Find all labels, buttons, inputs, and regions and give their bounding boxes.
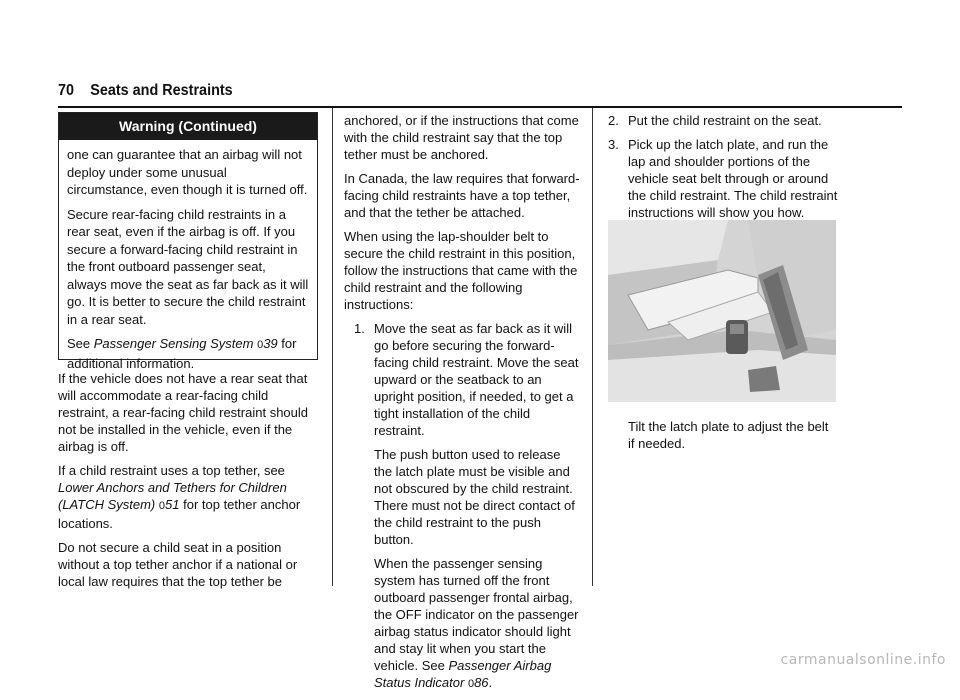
warning-text-3: See Passenger Sensing System 039 for additional information. [67,336,297,371]
step1-paragraph-3: When the passenger sensing system has turned off the front outboard passenger frontal airbag, the OFF indicator on the passenger airbag status indicator should light and stay lit when you start the vehicle. See Passenger Airbag Status Indicator 086. [374,556,579,690]
section-title: Seats and Restraints [90,82,233,99]
watermark: carmanualsonline.info [780,652,946,668]
page-number: 70 [58,82,75,99]
latch-plate-illustration [608,220,836,402]
passenger-sensing-link[interactable]: Passenger Sensing System [93,336,254,351]
page-ref-number[interactable]: 86 [474,675,489,690]
instruction-list-2 [608,112,840,221]
col1-paragraph-2: If a child restraint uses a top tether, see Lower Anchors and Tethers for Children (LATCH System) 051 for top tether anchor locations. [58,463,301,531]
column-divider-1 [332,108,333,586]
column-3 [608,112,840,228]
col2-paragraph-3: When using the lap-shoulder belt to secure the child restraint in this position, follow the instructions that came with the child restraint and the following instructions: [344,229,578,312]
warning-text-2: Secure rear-facing child restraints in a rear seat, even if the airbag is off. If you secure a forward-facing child restraint in the front outboard passenger seat, always move the seat as far back as it will go. It is better to secure the child restraint in a rear seat. [67,206,309,327]
col1-paragraph-1: If the vehicle does not have a rear seat that will accommodate a rear-facing child restraint, a rear-facing child restraint should not be installed in the vehicle, even if the airbag is off. [58,371,309,454]
column-divider-2 [592,108,593,586]
col2-paragraph-1: anchored, or if the instructions that come with the child restraint say that the top tether must be anchored. [344,113,579,162]
page-ref-icon: 0 [158,500,166,512]
page-ref-icon: 0 [467,678,475,690]
page-ref-number[interactable]: 39 [263,336,278,351]
latch-system-link[interactable]: Lower Anchors and Tethers for Children (LATCH System) [58,480,287,512]
warning-body [59,140,317,372]
photo-caption: Tilt the latch plate to adjust the belt if needed. [628,419,829,451]
page-ref-number[interactable]: 51 [165,497,180,512]
step1-paragraph-2: The push button used to release the latch plate must be visible and not obscured by the child restraint. There must not be direct contact of the child restraint to the push button. [374,447,575,547]
page-ref-icon: 0 [257,339,264,351]
warning-text-1: one can guarantee that an airbag will not deploy under some unusual circumstance, even though it is turned off. [67,147,308,197]
list-item: 3. Pick up the latch plate, and run the lap and shoulder portions of the vehicle seat belt through or around the child restraint. The child restraint instructions will show you how. [608,137,838,220]
col1-paragraph-3: Do not secure a child seat in a position without a top tether anchor if a national or local law requires that the top tether be [58,540,298,589]
page-header [58,82,233,100]
column-2 [344,112,580,700]
instruction-list [344,320,580,439]
column-1 [58,370,320,597]
warning-title: Warning (Continued) [59,113,317,140]
warning-box [58,112,318,371]
list-item: 1. Move the seat as far back as it will go before securing the forward-facing child restraint. Move the seat upward or the seatback to an upright position, if needed, to get a tight installation of the child restraint. [354,321,579,438]
list-item: 2. Put the child restraint on the seat. [608,113,822,128]
col2-paragraph-2: In Canada, the law requires that forward-facing child restraints have a top tether, and that the tether be attached. [344,171,580,220]
airbag-status-indicator-link[interactable]: Passenger Airbag Status Indicator [374,658,552,690]
header-rule [58,106,902,108]
